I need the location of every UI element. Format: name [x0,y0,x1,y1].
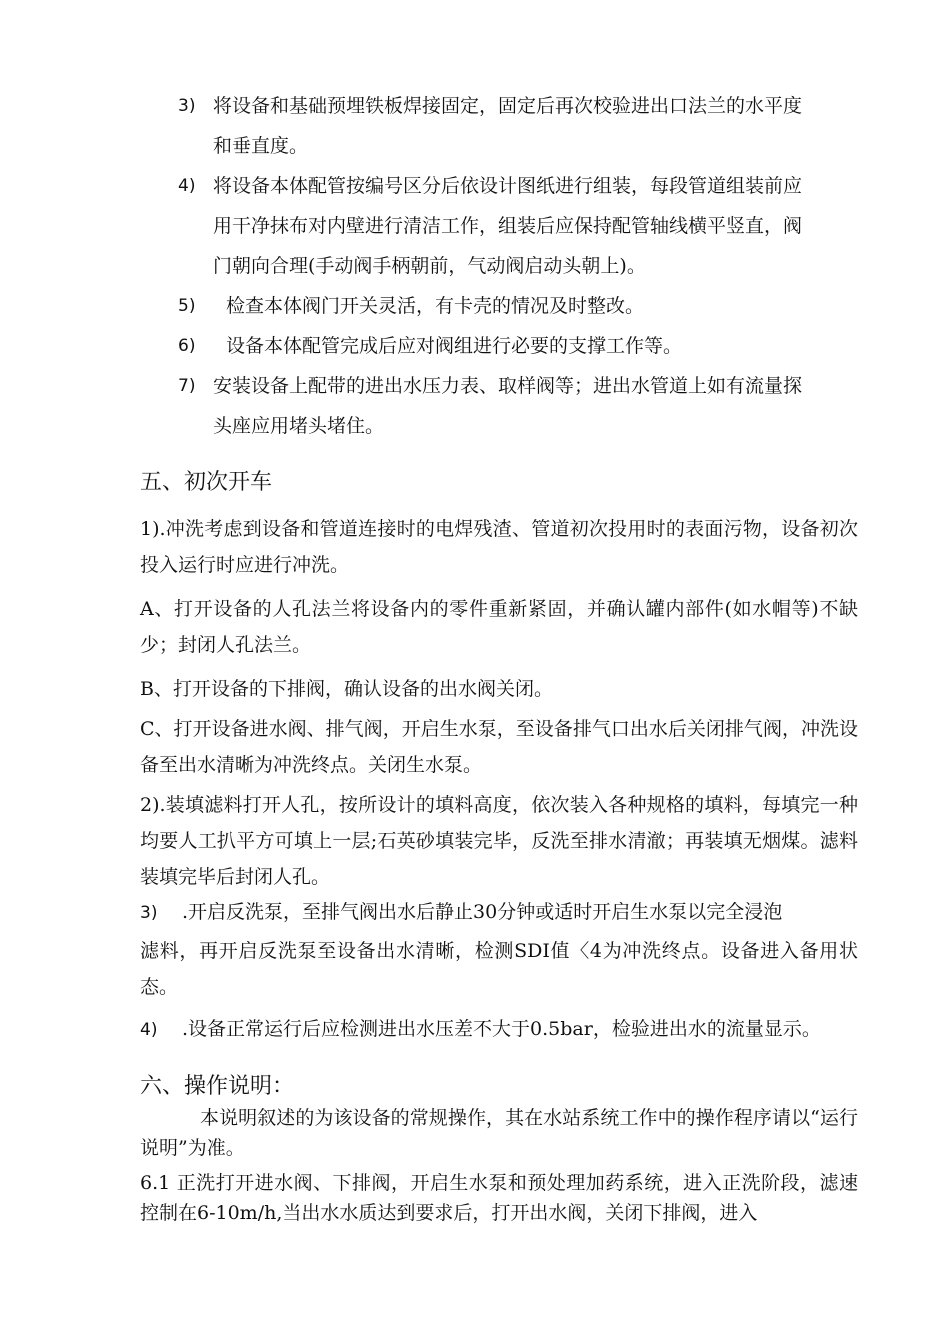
paragraph-forward-wash: 6.1 正洗打开进水阀、下排阀，开启生水泵和预处理加药系统，进入正洗阶段，滤速控制在6-10m/h,当出水水质达到要求后，打开出水阀，关闭下排阀，进入 [140,1172,858,1224]
step-line: 检查本体阀门开关灵活，有卡壳的情况及时整改。 [226,295,645,317]
step-number: 3) [178,96,196,116]
step-line: 和垂直度。 [213,135,309,157]
section-heading-initial-startup: 五、初次开车 [140,470,273,495]
step-number: 4) [178,176,196,196]
step-line: 门朝向合理(手动阀手柄朝前，气动阀启动头朝上)。 [213,255,646,277]
step-number: 7) [178,376,196,396]
paragraph-step-c: C、打开设备进水阀、排气阀，开启生水泵，至设备排气口出水后关闭排气阀，冲洗设备至出水清晰为冲洗终点。关闭生水泵。 [140,718,858,776]
install-step-6 [178,326,858,366]
install-step-7 [178,366,858,446]
paragraph-backwash-first-line [140,894,782,931]
paragraph-flushing: 1).冲洗考虑到设备和管道连接时的电焊残渣、管道初次投用时的表面污物，设备初次投入运行时应进行冲洗。 [140,518,858,576]
paragraph-step-a: A、打开设备的人孔法兰将设备内的零件重新紧固，并确认罐内部件(如水帽等)不缺少；封闭人孔法兰。 [140,598,858,656]
paragraph-pressure-check [140,1011,821,1048]
install-steps-list [178,86,858,446]
paragraph-backwash-rest: 滤料，再开启反洗泵至设备出水清晰，检测SDI值〈4为冲洗终点。设备进入备用状态。 [140,940,858,998]
step-line: 将设备和基础预埋铁板焊接固定，固定后再次校验进出口法兰的水平度 [213,95,803,117]
step-line: .开启反洗泵，至排气阀出水后静止30分钟或适时开启生水泵以完全浸泡 [182,901,783,923]
paragraph-filter-loading: 2).装填滤料打开人孔，按所设计的填料高度，依次装入各种规格的填料，每填完一种均要人工扒平方可填上一层;石英砂填装完毕，反洗至排水清澈；再装填无烟煤。滤料装填完毕后封闭人孔。 [140,794,858,888]
step-number: 4) [140,1020,158,1040]
paragraph-operation-intro: 本说明叙述的为该设备的常规操作，其在水站系统工作中的操作程序请以“运行说明”为准。 [140,1107,858,1159]
step-line: 设备本体配管完成后应对阀组进行必要的支撑工作等。 [226,335,683,357]
paragraph-step-b: B、打开设备的下排阀，确认设备的出水阀关闭。 [140,678,553,700]
section-heading-operation: 六、操作说明： [140,1074,295,1099]
step-line: 安装设备上配带的进出水压力表、取样阀等；进出水管道上如有流量探 [213,375,803,397]
step-number: 5) [178,296,196,316]
install-step-5 [178,286,858,326]
install-step-3 [178,86,858,166]
step-line: .设备正常运行后应检测进出水压差不大于0.5bar，检验进出水的流量显示。 [182,1018,821,1040]
step-line: 将设备本体配管按编号区分后依设计图纸进行组装，每段管道组装前应 [213,175,803,197]
step-line: 用干净抹布对内壁进行清洁工作，组装后应保持配管轴线横平竖直，阀 [213,215,803,237]
install-step-4 [178,166,858,286]
step-number: 3) [140,903,158,923]
step-line: 头座应用堵头堵住。 [213,415,385,437]
step-number: 6) [178,336,196,356]
